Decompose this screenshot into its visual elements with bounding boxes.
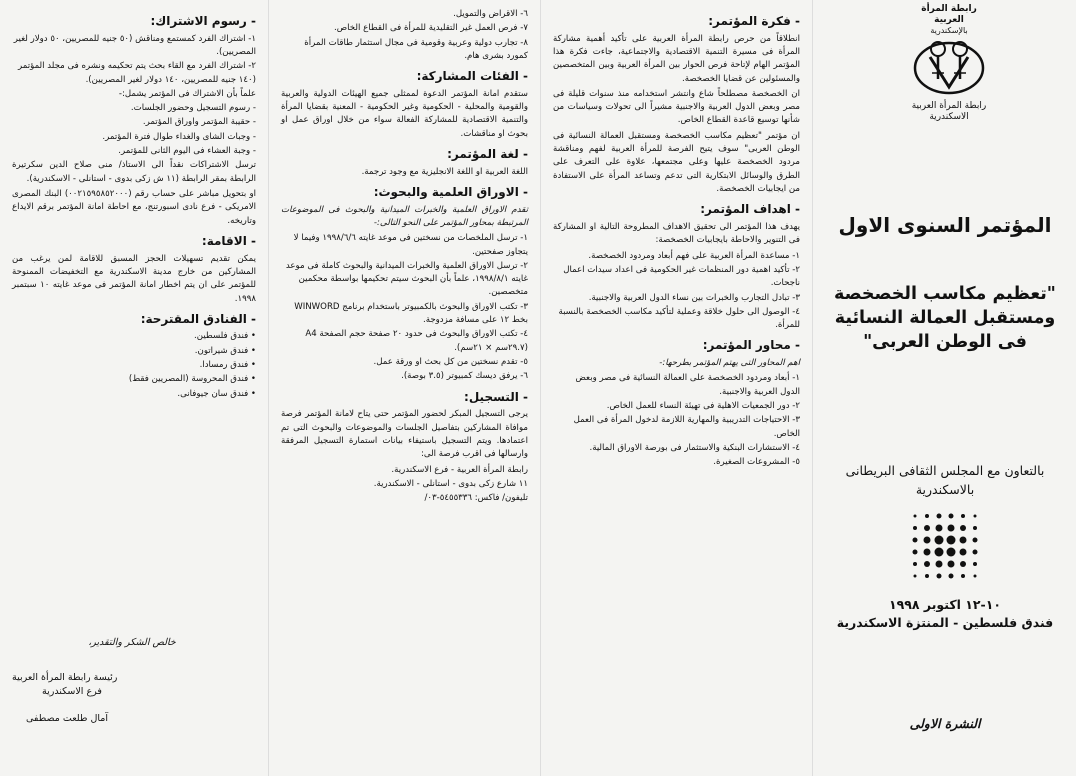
panel-fees — [0, 0, 268, 776]
fees-include: - وجبة العشاء فى اليوم الثانى للمؤتمر. — [118, 146, 256, 157]
papers-item: ١- ترسل الملخصات من نسختين فى موعد غايته ١٩٩٨/٦/٦ وفيما لا يتجاوز صفحتين. — [293, 233, 528, 257]
idea-heading: - فكرة المؤتمر: — [553, 12, 800, 31]
accommodation-text: يمكن تقديم تسهيلات الحجز المسبق للاقامة لمن يرغب من المشاركين من خارج مدينة الاسكندرية مع التخفيضات الممنوحة للمؤتمر على ان يتم اخطار امانة المؤتمر فى موعد غايته ١٠ سبتمبر ١٩٩٨. — [12, 253, 256, 304]
panel-cover — [812, 0, 1076, 776]
axis-item: ٧- فرص العمل غير التقليدية للمرأة فى القطاع الخاص. — [334, 23, 528, 34]
fees-item: ٢- اشتراك الفرد مع القاء بحث يتم تحكيمه ونشره فى مجلد المؤتمر (١٤٠ جنيه للمصريين، ١٤٠ دولار لغير المصريين). — [18, 61, 256, 85]
axes-intro: اهم المحاور التى يهتم المؤتمر بطرحها:- — [659, 358, 800, 369]
fees-item: ١- اشتراك الفرد كمستمع ومناقش (٥٠ جنيه للمصريين، ٥٠ دولار لغير المصريين). — [13, 33, 256, 57]
goals-intro: يهدف هذا المؤتمر الى تحقيق الاهداف المطروحة التالية او المشاركة فى التنوير والاحاطة بايجابيات الخصخصة: — [553, 221, 800, 246]
hotel-item: • فندق فلسطين. — [194, 331, 256, 342]
fees-payment: ترسل الاشتراكات نقداً الى الاستاذ/ منى صلاح الدين سكرتيرة الرابطة بمقر الرابطة (١١ ش زكى بدوى - استانلى - الاسكندرية). — [12, 160, 256, 184]
registration-address: رابطة المرأة العربية - فرع الاسكندرية. — [391, 464, 528, 475]
fees-heading: - رسوم الاشتراك: — [12, 12, 256, 31]
conference-date: ١٠-١٢ اكتوبر ١٩٩٨ — [889, 597, 1001, 612]
panel-idea — [540, 0, 812, 776]
axis-item: ٦- الاقراض والتمويل. — [453, 9, 528, 19]
goal-item: ٢- تأكيد اهمية دور المنظمات غير الحكومية فى اعداد سيدات اعمال ناجحات. — [563, 264, 800, 289]
panel-papers — [268, 0, 540, 776]
registration-address: تليفون/ فاكس: ٥٤٥٥٣٣٦-٠٣/ — [424, 493, 528, 504]
issue-label: النشرة الاولى — [909, 716, 981, 731]
conference-venue: فندق فلسطين - المنتزة الاسكندرية — [836, 615, 1054, 631]
conference-title: المؤتمر السنوى الاول — [838, 213, 1052, 237]
closing-branch: فرع الاسكندرية — [42, 686, 102, 698]
axis-item: ٣- الاحتياجات التدريبية والمهارية اللازمة لدخول المرأة فى العمل الخاص. — [573, 415, 800, 439]
hotels-heading: - الفنادق المقترحة: — [12, 310, 256, 329]
org-logo — [905, 4, 993, 144]
axes-heading: - محاور المؤتمر: — [553, 336, 800, 355]
hotel-item: • فندق سان جيوفانى. — [177, 388, 256, 399]
logo-text: رابطة المرأة العربية — [921, 4, 977, 25]
closing-position: رئيسة رابطة المرأة العربية — [12, 671, 118, 683]
fees-include: - حقيبة المؤتمر واوراق المؤتمر. — [142, 117, 256, 128]
goal-item: ١- مساعدة المرأة العربية على فهم أبعاد ومردود الخصخصة. — [588, 250, 800, 261]
closing-name: آمال طلعت مصطفى — [26, 713, 109, 725]
axis-item: ٨- تجارب دولية وعربية وقومية فى مجال استثمار طاقات المرأة كمورد بشرى هام. — [304, 37, 528, 61]
hotel-item: • فندق شيراتون. — [194, 345, 256, 356]
papers-item: ٤- تكتب الاوراق والبحوث فى حدود ٢٠ صفحة حجم الصفحة A4 (٢٩.٧سم × ٢١سم). — [305, 329, 528, 353]
british-council-logo — [909, 510, 981, 582]
goals-heading: - اهداف المؤتمر: — [553, 200, 800, 219]
idea-text: انطلاقاً من حرص رابطة المرأة العربية على تأكيد أهمية مشاركة المرأة فى مسيرة التنمية الاقتصادية والاجتماعية، جاءت فكرة هذا المؤتمر الهام لإتاحة فرص الحوار بين المرأة العربية وبين المتخصصين والمسئولين عن قضايا الخصخصة. — [553, 33, 800, 84]
hotel-item: • فندق رمسادا. — [199, 360, 256, 371]
participants-text: ستقدم امانة المؤتمر الدعوة لممثلى جميع الهيئات الدولية والعربية والقومية والمحلية - الحكومية وغير الحكومية - المعنية بقضايا المرأة والتنمية الاقتصادية للمشاركة الفعالة سواء من خلال اوراق عمل او بحوث او مناقشات. — [281, 88, 528, 139]
org-name: رابطة المرأة العربية — [911, 101, 987, 112]
axis-item: ٤- الاستشارات البنكية والاستثمار فى بورصة الاوراق المالية. — [589, 442, 800, 453]
fees-bank: او بتحويل مباشر على حساب رقم (٠٠٢١٥٩٥٨٥٢٠٠٠) البنك المصرى الامريكى - فرع نادى اسبورتنج، مع احاطة امانة المؤتمر برقم الايداع وتاريخه. — [12, 189, 256, 226]
women-symbol-icon — [910, 35, 988, 97]
registration-text: يرجى التسجيل المبكر لحضور المؤتمر حتى يتاح لامانة المؤتمر فرصة موافاة المشاركين بتفاصيل الجلسات والموضوعات والبحوث التى تم اعتمادها. ويتم التسجيل باستيفاء بيانات استمارة التسجيل المرفقة وارسالها فى اقرب فرصة الى: — [281, 409, 528, 460]
language-heading: - لغة المؤتمر: — [281, 145, 528, 164]
idea-text: ان الخصخصة مصطلحاً شاع وانتشر استخدامه منذ سنوات قليلة فى مصر وبعض الدول العربية والاجنبية مشيراً الى تحولات وسياسات من شأنها توسيع قاعدة القطاع الخاص. — [553, 88, 800, 126]
papers-intro: تقدم الاوراق العلمية والخبرات الميدانية والبحوث فى الموضوعات المرتبطة بمحاور المؤتمر على النحو التالى:- — [281, 204, 528, 228]
fees-includes-intro: علماً بأن الاشتراك فى المؤتمر يشمل:- — [118, 88, 256, 99]
goal-item: ٤- الوصول الى حلول خلاقة وعملية لتأكيد مكاسب الخصخصة بالنسبة للمرأة. — [558, 306, 800, 331]
cooperation-text: بالتعاون مع المجلس الثقافى البريطانى بالاسكندرية — [845, 463, 1045, 497]
accommodation-heading: - الاقامة: — [12, 232, 256, 251]
papers-item: ٣- تكتب الاوراق والبحوث بالكمبيوتر باستخدام برنامج WINWORD بخط ١٢ على مسافة مزدوجة. — [294, 301, 528, 326]
hotel-item: • فندق المحروسة (المصريين فقط) — [128, 374, 256, 385]
logo-city: بالإسكندرية — [930, 25, 968, 35]
idea-text: ان مؤتمر "تعظيم مكاسب الخصخصة ومستقبل العمالة النسائية فى الوطن العربى" سوف يتيح الفرصة للمرأة العربية لفهم ومناقشة مردود الخصخصة عليها وعلى مجتمعها، علاوة على التعرف على الطرق والوسائل الابتكارية التى تدعم وتساعد المرأة على الاستفادة من ايجابيات الخصخصة. — [553, 130, 800, 195]
goal-item: ٣- تبادل التجارب والخبرات بين نساء الدول العربية والاجنبية. — [588, 292, 800, 303]
axis-item: ٥- المشروعات الصغيرة. — [713, 457, 800, 468]
language-text: اللغة العربية او اللغة الانجليزية مع وجود ترجمة. — [361, 166, 528, 177]
axis-item: ٢- دور الجمعيات الاهلية فى تهيئة النساء للعمل الخاص. — [606, 400, 800, 411]
papers-item: ٢- ترسل الاوراق العلمية والخبرات الميدانية والبحوث كاملة فى موعد غايته ١٩٩٨/٨/١، علماً بأن البحوث سيتم تحكيمها بواسطة محكمين متخصصين. — [285, 260, 528, 298]
participants-heading: - الفئات المشاركة: — [281, 67, 528, 86]
registration-heading: - التسجيل: — [281, 388, 528, 407]
registration-address: ١١ شارع زكى بدوى - استانلى - الاسكندرية. — [373, 478, 528, 489]
closing-block — [12, 636, 252, 727]
papers-heading: - الاوراق العلمية والبحوث: — [281, 183, 528, 202]
papers-item: ٥- تقدم نسختين من كل بحث او ورقة عمل. — [373, 357, 528, 368]
papers-item: ٦- يرفق ديسك كمبيوتر (٣.٥ بوصة). — [401, 371, 528, 382]
fees-include: - وجبات الشاى والغداء طوال فترة المؤتمر. — [102, 131, 256, 142]
fees-include: - رسوم التسجيل وحضور الجلسات. — [130, 103, 256, 114]
conference-date-venue — [821, 596, 1069, 632]
closing-thanks: خالص الشكر والتقدير، — [88, 637, 176, 648]
axis-item: ١- أبعاد ومردود الخصخصة على العمالة النسائية فى مصر وبعض الدول العربية والاجنبية. — [575, 373, 800, 397]
org-city: الاسكندرية — [929, 111, 969, 122]
conference-subtitle: "تعظيم مكاسب الخصخصة ومستقبل العمالة النسائية فى الوطن العربى" — [834, 284, 1056, 353]
